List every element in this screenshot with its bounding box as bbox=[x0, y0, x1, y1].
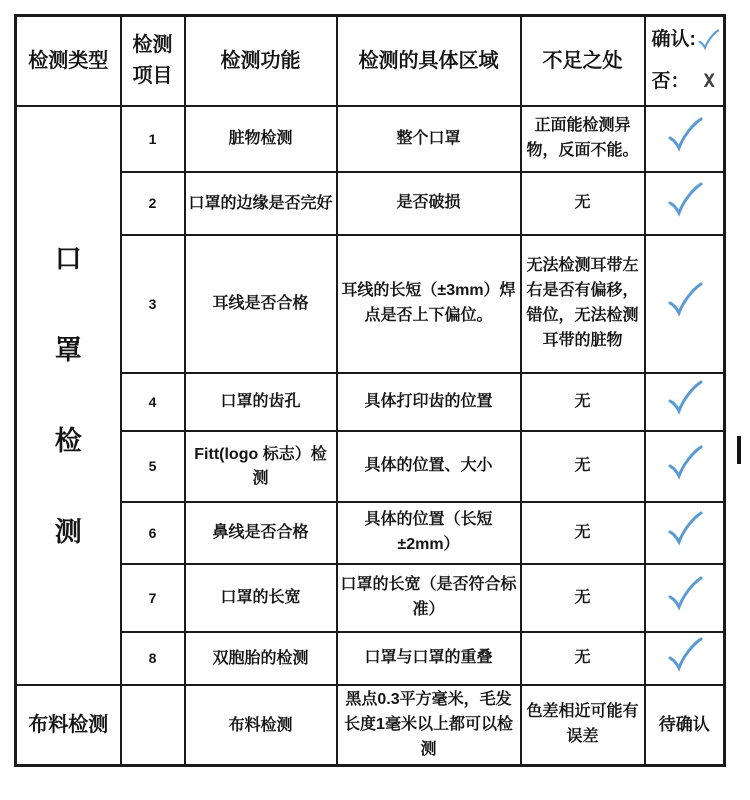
check-icon bbox=[664, 576, 704, 612]
x-mark: X bbox=[703, 70, 715, 93]
header-cell-function: 检测功能 bbox=[185, 16, 337, 107]
area-cell: 整个口罩 bbox=[337, 106, 521, 172]
function-cell: 口罩的长宽 bbox=[185, 564, 337, 632]
header-item-line2: 项目 bbox=[132, 65, 173, 87]
table-row bbox=[16, 431, 725, 502]
table-row bbox=[16, 632, 725, 685]
header-cell-confirm bbox=[645, 16, 725, 107]
issue-cell: 正面能检测异物，反面不能。 bbox=[521, 106, 645, 172]
status-cell bbox=[645, 564, 725, 632]
item-no-cell: 2 bbox=[121, 172, 185, 235]
area-cell: 黑点0.3平方毫米，毛发长度1毫米以上都可以检测 bbox=[337, 685, 521, 766]
item-no-cell: 8 bbox=[121, 632, 185, 685]
no-label: 否： bbox=[651, 71, 690, 93]
item-no-cell: 4 bbox=[121, 373, 185, 431]
status-cell: 待确认 bbox=[645, 685, 725, 766]
check-icon bbox=[664, 380, 704, 416]
table-row bbox=[16, 106, 725, 172]
function-cell: 口罩的齿孔 bbox=[185, 373, 337, 431]
check-icon bbox=[664, 282, 704, 318]
header-cell-issue: 不足之处 bbox=[521, 16, 645, 107]
header-cell-item bbox=[121, 16, 185, 107]
status-cell bbox=[645, 172, 725, 235]
status-cell bbox=[645, 632, 725, 685]
function-cell: 耳线是否合格 bbox=[185, 235, 337, 373]
area-cell: 是否破损 bbox=[337, 172, 521, 235]
fabric-row bbox=[16, 685, 725, 766]
check-icon bbox=[664, 637, 704, 673]
item-no-cell: 7 bbox=[121, 564, 185, 632]
area-cell: 口罩与口罩的重叠 bbox=[337, 632, 521, 685]
check-icon bbox=[664, 511, 704, 547]
header-cell-type: 检测类型 bbox=[16, 16, 121, 107]
issue-cell: 色差相近可能有误差 bbox=[521, 685, 645, 766]
issue-cell: 无 bbox=[521, 502, 645, 564]
item-no-cell: 1 bbox=[121, 106, 185, 172]
header-row bbox=[16, 16, 725, 107]
item-no-cell bbox=[121, 685, 185, 766]
item-no-cell: 5 bbox=[121, 431, 185, 502]
item-no-cell: 3 bbox=[121, 235, 185, 373]
group-cell-mask-detection bbox=[16, 106, 121, 685]
area-cell: 耳线的长短（±3mm）焊点是否上下偏位。 bbox=[337, 235, 521, 373]
mask-detection-vertical-label: 口 罩 检 测 bbox=[54, 243, 82, 547]
text-cursor-artifact bbox=[737, 436, 741, 464]
check-icon bbox=[664, 445, 704, 481]
function-cell: 鼻线是否合格 bbox=[185, 502, 337, 564]
status-cell bbox=[645, 106, 725, 172]
function-cell: Fitt(logo 标志）检测 bbox=[185, 431, 337, 502]
table-row bbox=[16, 564, 725, 632]
issue-cell: 无 bbox=[521, 632, 645, 685]
area-cell: 具体的位置（长短±2mm） bbox=[337, 502, 521, 564]
confirm-label: 确认: bbox=[651, 29, 696, 51]
issue-cell: 无 bbox=[521, 172, 645, 235]
function-cell: 口罩的边缘是否完好 bbox=[185, 172, 337, 235]
function-cell: 双胞胎的检测 bbox=[185, 632, 337, 685]
issue-cell: 无 bbox=[521, 373, 645, 431]
issue-cell: 无 bbox=[521, 564, 645, 632]
table-row bbox=[16, 235, 725, 373]
header-item-line1: 检测 bbox=[132, 34, 173, 56]
status-cell bbox=[645, 502, 725, 564]
item-no-cell: 6 bbox=[121, 502, 185, 564]
table-row bbox=[16, 502, 725, 564]
area-cell: 具体打印齿的位置 bbox=[337, 373, 521, 431]
table-row bbox=[16, 172, 725, 235]
detection-report-table bbox=[14, 14, 726, 767]
check-icon bbox=[696, 29, 720, 51]
check-icon bbox=[664, 117, 704, 153]
area-cell: 具体的位置、大小 bbox=[337, 431, 521, 502]
status-cell bbox=[645, 431, 725, 502]
table-row bbox=[16, 373, 725, 431]
header-cell-area: 检测的具体区域 bbox=[337, 16, 521, 107]
issue-cell: 无 bbox=[521, 431, 645, 502]
group-cell-fabric-detection: 布料检测 bbox=[16, 685, 121, 766]
check-icon bbox=[664, 182, 704, 218]
status-cell bbox=[645, 235, 725, 373]
function-cell: 脏物检测 bbox=[185, 106, 337, 172]
status-cell bbox=[645, 373, 725, 431]
issue-cell: 无法检测耳带左右是否有偏移，错位，无法检测耳带的脏物 bbox=[521, 235, 645, 373]
function-cell: 布料检测 bbox=[185, 685, 337, 766]
area-cell: 口罩的长宽（是否符合标准） bbox=[337, 564, 521, 632]
